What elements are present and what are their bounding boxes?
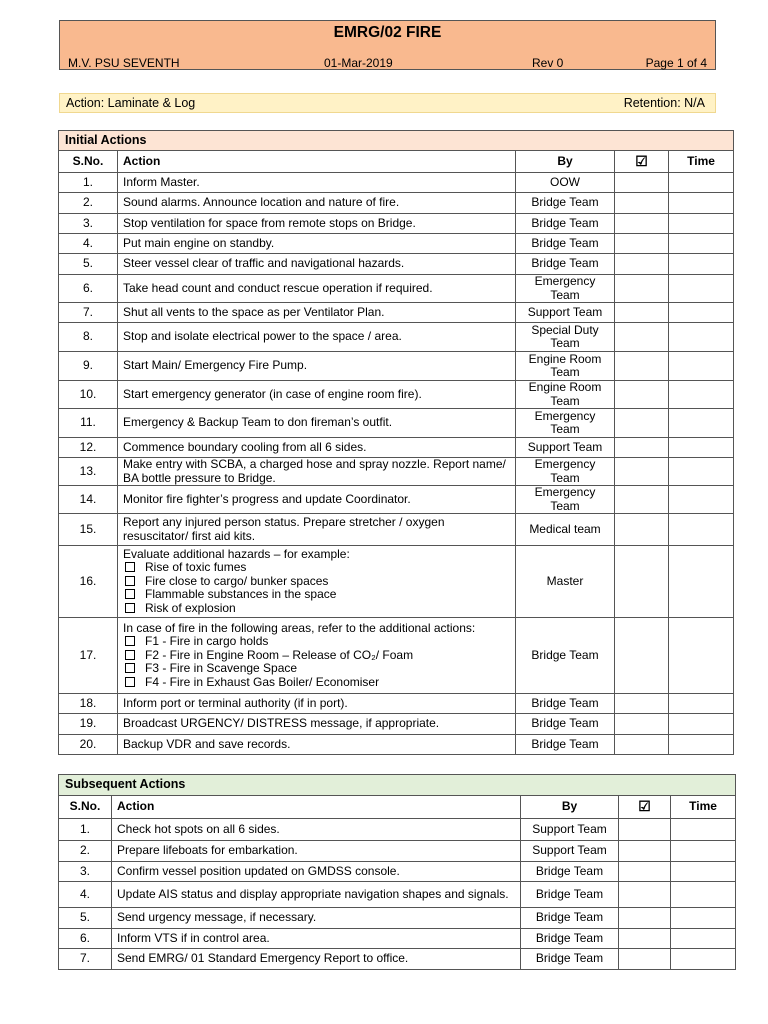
action-text: Take head count and conduct rescue operation if required.: [123, 280, 433, 295]
table-row: [59, 303, 734, 323]
row-number: 11.: [59, 409, 118, 438]
table-row: [59, 841, 736, 862]
row-time-cell[interactable]: [669, 694, 734, 714]
action-text: Broadcast URGENCY/ DISTRESS message, if appropriate.: [123, 716, 440, 731]
subsequent-actions-header: [59, 775, 736, 796]
row-responsible: Support Team: [521, 841, 619, 862]
row-action: [118, 546, 516, 618]
row-action: [112, 862, 521, 882]
row-number: 15.: [59, 514, 118, 546]
row-number: 3.: [59, 214, 118, 234]
row-number: 6.: [59, 275, 118, 303]
row-check-cell[interactable]: [615, 694, 669, 714]
action-text: Inform VTS if in control area.: [117, 930, 270, 945]
row-responsible: Support Team: [516, 438, 615, 458]
row-responsible: Special Duty Team: [516, 323, 615, 352]
sub-item-list: [123, 561, 510, 615]
row-check-cell[interactable]: [615, 352, 669, 381]
document-title: EMRG/02 FIRE: [333, 24, 442, 41]
row-action: [118, 254, 516, 275]
row-action: [118, 234, 516, 254]
row-action: [118, 303, 516, 323]
row-action: [112, 841, 521, 862]
initial-actions-table: [58, 130, 734, 755]
action-text: Make entry with SCBA, a charged hose and spray nozzle. Report name/ BA bottle pressure to Bridge.: [123, 457, 506, 485]
table-row: [59, 275, 734, 303]
row-responsible: Bridge Team: [521, 929, 619, 949]
row-number: 16.: [59, 546, 118, 618]
row-number: 10.: [59, 381, 118, 409]
row-responsible: Support Team: [516, 303, 615, 323]
row-action: [112, 819, 521, 841]
row-time-cell[interactable]: [671, 841, 736, 862]
table-row: [59, 458, 734, 486]
sub-item-text: F2 - Fire in Engine Room – Release of CO₂/ Foam: [145, 647, 414, 662]
initial-column-headers: [59, 151, 734, 173]
row-number: 12.: [59, 438, 118, 458]
action-text: Update AIS status and display appropriate navigation shapes and signals.: [117, 886, 509, 901]
row-number: 1.: [59, 819, 112, 841]
row-time-cell[interactable]: [669, 214, 734, 234]
table-row: [59, 234, 734, 254]
sub-item: [123, 561, 510, 575]
row-check-cell[interactable]: [619, 929, 671, 949]
row-time-cell[interactable]: [669, 323, 734, 352]
row-time-cell[interactable]: [669, 714, 734, 735]
table-row: [59, 173, 734, 193]
action-text: Put main engine on standby.: [123, 235, 275, 250]
checkbox-icon: [125, 603, 135, 613]
row-check-cell[interactable]: [615, 618, 669, 694]
row-responsible: Engine Room Team: [516, 352, 615, 381]
subsequent-actions-table: [58, 774, 736, 970]
row-time-cell[interactable]: [669, 546, 734, 618]
row-responsible: Bridge Team: [516, 234, 615, 254]
action-text: Confirm vessel position updated on GMDSS console.: [117, 863, 400, 878]
header-meta: [68, 56, 707, 70]
document-date: 01-Mar-2019: [324, 56, 393, 70]
row-time-cell[interactable]: [669, 735, 734, 755]
row-number: 4.: [59, 882, 112, 908]
row-responsible: Bridge Team: [516, 694, 615, 714]
col-check: ☑: [619, 796, 671, 819]
action-text: Start emergency generator (in case of engine room fire).: [123, 386, 422, 401]
table-row: [59, 214, 734, 234]
table-row: [59, 694, 734, 714]
row-time-cell[interactable]: [669, 486, 734, 514]
row-time-cell[interactable]: [669, 458, 734, 486]
row-time-cell[interactable]: [669, 254, 734, 275]
row-time-cell[interactable]: [669, 303, 734, 323]
checkbox-icon: [125, 576, 135, 586]
table-row: [59, 323, 734, 352]
action-text: Inform port or terminal authority (if in port).: [123, 695, 348, 710]
action-text: Backup VDR and save records.: [123, 736, 291, 751]
row-check-cell[interactable]: [615, 303, 669, 323]
row-action: [112, 949, 521, 970]
subsequent-actions-title: Subsequent Actions: [59, 775, 736, 796]
table-row: [59, 409, 734, 438]
row-time-cell[interactable]: [671, 819, 736, 841]
action-text: Stop and isolate electrical power to the space / area.: [123, 329, 402, 344]
col-sno: S.No.: [59, 151, 118, 173]
row-time-cell[interactable]: [669, 352, 734, 381]
action-text: Commence boundary cooling from all 6 sides.: [123, 439, 367, 454]
row-responsible: Emergency Team: [516, 275, 615, 303]
table-row: [59, 862, 736, 882]
action-text: Prepare lifeboats for embarkation.: [117, 843, 298, 858]
row-check-cell[interactable]: [615, 514, 669, 546]
row-action: [118, 381, 516, 409]
row-number: 1.: [59, 173, 118, 193]
action-text: Stop ventilation for space from remote stops on Bridge.: [123, 215, 416, 230]
checkbox-icon: [125, 650, 135, 660]
table-row: [59, 514, 734, 546]
table-row: [59, 929, 736, 949]
row-responsible: OOW: [516, 173, 615, 193]
row-check-cell[interactable]: [619, 841, 671, 862]
col-by: By: [521, 796, 619, 819]
sub-item-text: Rise of toxic fumes: [145, 560, 247, 575]
row-action: [112, 908, 521, 929]
action-text: Inform Master.: [123, 174, 200, 189]
row-time-cell[interactable]: [671, 908, 736, 929]
table-row: [59, 819, 736, 841]
action-text: Sound alarms. Announce location and nature of fire.: [123, 195, 400, 210]
row-number: 8.: [59, 323, 118, 352]
row-check-cell[interactable]: [619, 819, 671, 841]
row-check-cell[interactable]: [619, 908, 671, 929]
sub-item: [123, 588, 510, 602]
checkbox-icon: [125, 663, 135, 673]
row-number: 6.: [59, 929, 112, 949]
row-action: [118, 714, 516, 735]
row-number: 2.: [59, 193, 118, 214]
action-text: Evaluate additional hazards – for example:: [123, 546, 350, 561]
row-check-cell[interactable]: [615, 714, 669, 735]
row-time-cell[interactable]: [669, 409, 734, 438]
row-action: [118, 438, 516, 458]
row-time-cell[interactable]: [671, 862, 736, 882]
sub-item: [123, 602, 510, 616]
row-time-cell[interactable]: [669, 193, 734, 214]
sub-item-text: F4 - Fire in Exhaust Gas Boiler/ Economiser: [145, 674, 380, 689]
row-number: 5.: [59, 254, 118, 275]
row-time-cell[interactable]: [669, 438, 734, 458]
row-number: 13.: [59, 458, 118, 486]
action-text: Shut all vents to the space as per Ventilator Plan.: [123, 304, 385, 319]
sub-item-text: F1 - Fire in cargo holds: [145, 634, 269, 649]
page-number: Page 1 of 4: [645, 56, 707, 70]
row-action: [118, 735, 516, 755]
row-action: [118, 694, 516, 714]
row-responsible: Support Team: [521, 819, 619, 841]
table-row: [59, 618, 734, 694]
action-text: Steer vessel clear of traffic and navigational hazards.: [123, 256, 405, 271]
checkbox-icon: [125, 589, 135, 599]
row-number: 7.: [59, 949, 112, 970]
row-time-cell[interactable]: [671, 929, 736, 949]
row-responsible: Bridge Team: [516, 618, 615, 694]
sub-item: [123, 676, 510, 690]
row-responsible: Engine Room Team: [516, 381, 615, 409]
row-time-cell[interactable]: [669, 618, 734, 694]
action-text: Send urgency message, if necessary.: [117, 910, 317, 925]
action-text: Report any injured person status. Prepare stretcher / oxygen resuscitator/ first aid kits.: [123, 515, 445, 543]
table-row: [59, 438, 734, 458]
col-time: Time: [671, 796, 736, 819]
table-row: [59, 908, 736, 929]
row-check-cell[interactable]: [615, 323, 669, 352]
row-check-cell[interactable]: [615, 486, 669, 514]
row-responsible: Bridge Team: [521, 862, 619, 882]
row-check-cell[interactable]: [619, 862, 671, 882]
row-action: [118, 275, 516, 303]
col-action: Action: [112, 796, 521, 819]
row-check-cell[interactable]: [615, 735, 669, 755]
table-row: [59, 254, 734, 275]
row-number: 5.: [59, 908, 112, 929]
row-action: [118, 618, 516, 694]
row-action: [118, 214, 516, 234]
row-check-cell[interactable]: [615, 546, 669, 618]
row-number: 20.: [59, 735, 118, 755]
action-text: Send EMRG/ 01 Standard Emergency Report to office.: [117, 951, 409, 966]
checkbox-icon: [125, 636, 135, 646]
subsequent-column-headers: [59, 796, 736, 819]
row-responsible: Bridge Team: [521, 908, 619, 929]
row-responsible: Master: [516, 546, 615, 618]
row-action: [118, 352, 516, 381]
action-instruction: Action: Laminate & Log: [66, 96, 196, 110]
table-row: [59, 486, 734, 514]
row-responsible: Bridge Team: [516, 214, 615, 234]
sub-item-text: Flammable substances in the space: [145, 587, 337, 602]
row-time-cell[interactable]: [669, 514, 734, 546]
sub-item-text: Risk of explosion: [145, 600, 236, 615]
row-number: 17.: [59, 618, 118, 694]
action-text: Monitor fire fighter’s progress and update Coordinator.: [123, 491, 411, 506]
sub-item: [123, 575, 510, 589]
document-header: [59, 20, 716, 70]
row-responsible: Bridge Team: [516, 193, 615, 214]
row-time-cell[interactable]: [669, 381, 734, 409]
retention-label: Retention: N/A: [623, 96, 705, 110]
col-time: Time: [669, 151, 734, 173]
sub-item: [123, 635, 510, 649]
row-responsible: Bridge Team: [521, 949, 619, 970]
row-number: 18.: [59, 694, 118, 714]
sub-item-list: [123, 635, 510, 689]
col-sno: S.No.: [59, 796, 112, 819]
row-time-cell[interactable]: [669, 234, 734, 254]
col-check: ☑: [615, 151, 669, 173]
table-row: [59, 381, 734, 409]
row-time-cell[interactable]: [671, 882, 736, 908]
row-responsible: Bridge Team: [516, 254, 615, 275]
row-time-cell[interactable]: [671, 949, 736, 970]
row-check-cell[interactable]: [615, 381, 669, 409]
row-action: [118, 173, 516, 193]
row-number: 14.: [59, 486, 118, 514]
row-number: 7.: [59, 303, 118, 323]
table-row: [59, 193, 734, 214]
row-check-cell[interactable]: [619, 949, 671, 970]
row-responsible: Emergency Team: [516, 458, 615, 486]
row-check-cell[interactable]: [619, 882, 671, 908]
checkbox-icon: [125, 677, 135, 687]
action-text: In case of fire in the following areas, refer to the additional actions:: [123, 620, 476, 635]
sub-item-text: F3 - Fire in Scavenge Space: [145, 661, 298, 676]
row-number: 3.: [59, 862, 112, 882]
row-check-cell[interactable]: [615, 275, 669, 303]
row-check-cell[interactable]: [615, 193, 669, 214]
sub-item: [123, 649, 510, 663]
row-check-cell[interactable]: [615, 409, 669, 438]
sub-item-text: Fire close to cargo/ bunker spaces: [145, 573, 329, 588]
action-text: Emergency & Backup Team to don fireman’s outfit.: [123, 415, 393, 430]
row-number: 19.: [59, 714, 118, 735]
initial-actions-header: [59, 131, 734, 151]
action-bar: [59, 93, 716, 113]
row-responsible: Bridge Team: [516, 735, 615, 755]
row-time-cell[interactable]: [669, 275, 734, 303]
row-check-cell[interactable]: [615, 234, 669, 254]
row-action: [112, 882, 521, 908]
table-row: [59, 882, 736, 908]
table-row: [59, 352, 734, 381]
row-time-cell[interactable]: [669, 173, 734, 193]
row-responsible: Emergency Team: [516, 486, 615, 514]
row-check-cell[interactable]: [615, 214, 669, 234]
vessel-name: M.V. PSU SEVENTH: [68, 56, 180, 70]
table-row: [59, 714, 734, 735]
action-text: Check hot spots on all 6 sides.: [117, 821, 280, 836]
table-row: [59, 546, 734, 618]
row-action: [118, 486, 516, 514]
row-responsible: Emergency Team: [516, 409, 615, 438]
row-action: [112, 929, 521, 949]
action-text: Start Main/ Emergency Fire Pump.: [123, 358, 308, 373]
row-responsible: Bridge Team: [521, 882, 619, 908]
table-row: [59, 949, 736, 970]
row-action: [118, 323, 516, 352]
row-responsible: Bridge Team: [516, 714, 615, 735]
row-action: [118, 458, 516, 486]
row-number: 4.: [59, 234, 118, 254]
row-action: [118, 409, 516, 438]
table-row: [59, 735, 734, 755]
checkbox-icon: [125, 562, 135, 572]
initial-actions-title: Initial Actions: [59, 131, 734, 151]
col-action: Action: [118, 151, 516, 173]
row-check-cell[interactable]: [615, 173, 669, 193]
row-check-cell[interactable]: [615, 438, 669, 458]
row-action: [118, 193, 516, 214]
row-check-cell[interactable]: [615, 254, 669, 275]
sub-item: [123, 662, 510, 676]
row-number: 9.: [59, 352, 118, 381]
row-number: 2.: [59, 841, 112, 862]
row-responsible: Medical team: [516, 514, 615, 546]
row-check-cell[interactable]: [615, 458, 669, 486]
col-by: By: [516, 151, 615, 173]
row-action: [118, 514, 516, 546]
revision: Rev 0: [532, 56, 564, 70]
